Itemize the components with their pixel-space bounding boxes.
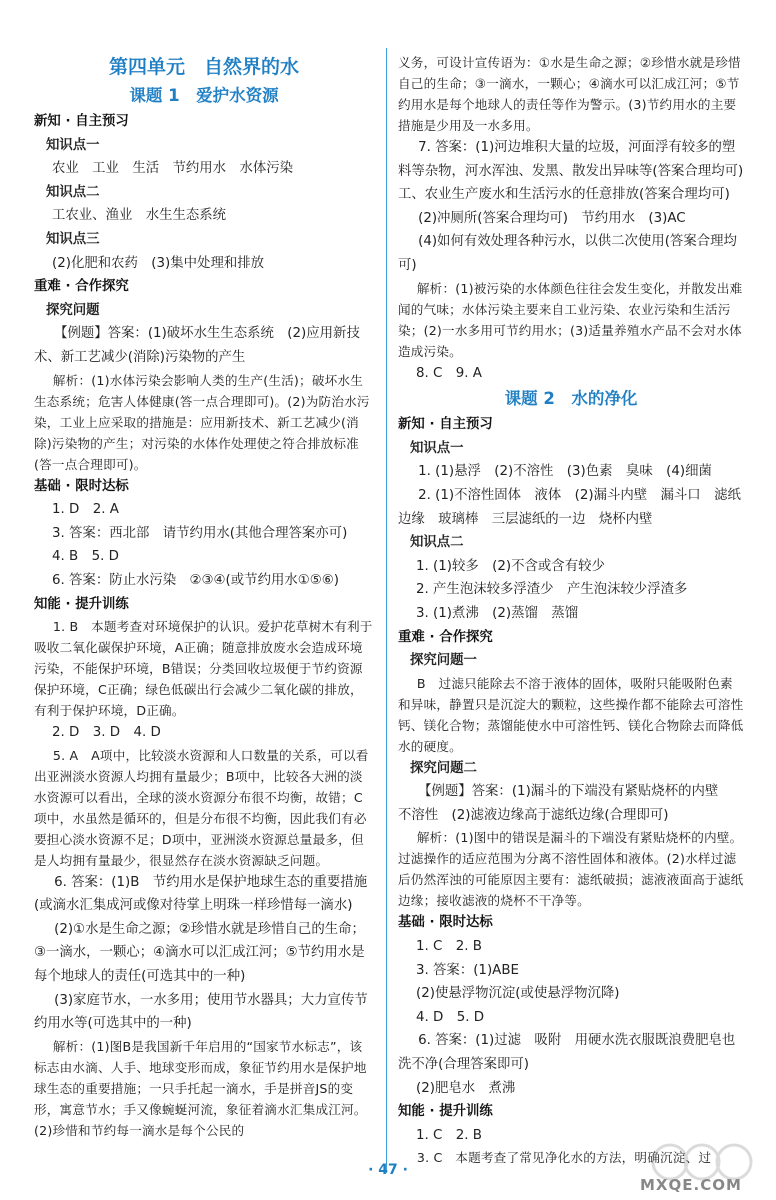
right-line: 4. D 5. D <box>416 1009 485 1025</box>
column-divider <box>386 48 387 1173</box>
right-line: 3. 答案：(1)ABE <box>416 962 519 978</box>
left-line: 6. 答案：防止水污染 ②③④(或节约用水①⑤⑥) <box>52 572 339 588</box>
right-line: 2. (1)不溶性固体 液体 (2)漏斗内壁 漏斗口 滤纸边缘 玻璃棒 三层滤纸的一边 烧杯内壁 <box>398 487 741 527</box>
left-line: 知识点一 <box>46 137 100 153</box>
watermark-text: MXQE.COM <box>640 1176 742 1194</box>
left-line: 解析：(1)图B是我国新千年启用的“国家节水标志”，该标志由水滴、人手、地球变形而成，象征节约用水是保护地球生态的重要措施；一只手托起一滴水，手是拼音JS的变形，寓意节水；手又像蜿蜒河流，象征着滴水汇集成江河。(2)珍惜和节约每一滴水是每个公民的 <box>34 1038 367 1138</box>
right-line: 知识点一 <box>410 440 464 456</box>
left-line: 农业 工业 生活 节约用水 水体污染 <box>52 161 294 177</box>
right-line: 7. 答案：(1)河边堆积大量的垃圾，河面浮有较多的塑料等杂物，河水浑浊、发黑、散发出异味等(答案合理均可) 工、农业生产废水和生活污水的任意排放(答案合理均可) <box>398 140 757 203</box>
right-line: 8. C 9. A <box>416 365 482 381</box>
right-line: 解析：(1)被污染的水体颜色往往会发生变化，并散发出难闻的气味；水体污染主要来自工业污染、农业污染和生活污染；(2)一水多用可节约用水；(3)适量养殖水产品不会对水体造成污染。 <box>398 280 743 359</box>
right-column <box>398 52 757 1168</box>
left-line: 1. B 本题考查对环境保护的认识。爱护花草树木有利于吸收二氧化碳保护环境，A正确；随意排放废水会造成环境污染，不能保护环境，B错误；分类回收垃圾便于节约资源保护环境，C正确；绿色低碳出行会减少二氧化碳的排放，有利于保护环境，D正确。 <box>34 619 373 719</box>
right-line: 1. C 2. B <box>416 1127 482 1143</box>
right-line: 6. 答案：(1)过滤 吸附 用硬水洗衣服既浪费肥皂也洗不净(合理答案即可) <box>398 1033 736 1073</box>
right-line: 【例题】答案：(1)漏斗的下端没有紧贴烧杯的内壁 不溶性 (2)滤液边缘高于滤纸边缘(合理即可) <box>398 784 732 823</box>
right-line: 2. 产生泡沫较多浮渣少 产生泡沫较少浮渣多 <box>416 582 688 598</box>
left-line: 探究问题 <box>46 302 100 318</box>
left-line: 知识点三 <box>46 231 100 247</box>
right-line: (2)肥皂水 煮沸 <box>416 1080 516 1096</box>
right-line: 1. (1)较多 (2)不含或含有较少 <box>416 558 605 574</box>
right-line: 探究问题二 <box>410 760 477 776</box>
left-column <box>34 52 374 1141</box>
left-line: 6. 答案：(1)B 节约用水是保护地球生态的重要措施(或滴水汇集成河或像对待掌上明珠一样珍惜每一滴水) <box>34 874 368 914</box>
left-line: (2)化肥和农药 (3)集中处理和排放 <box>52 255 265 271</box>
left-line: 5. A A项中，比较淡水资源和人口数量的关系，可以看出亚洲淡水资源人均拥有量最少；B项中，比较各大洲的淡水资源可以看出，全球的淡水资源分布很不均衡，故错；C项中，水虽然是循环的，但是分布很不均衡，因此我们有必要担心淡水资源不足；D项中，亚洲淡水资源总量最多，但是人均拥有量最少，很显然存在淡水资源缺乏问题。 <box>34 747 369 868</box>
page-number: · 47 · <box>368 1162 408 1178</box>
left-line: 工农业、渔业 水生生态系统 <box>52 208 227 224</box>
right-line: 基础 · 限时达标 <box>398 915 493 931</box>
right-line: B 过滤只能除去不溶于液体的固体，吸附只能吸附色素和异味，静置只是沉淀大的颗粒，这些操作都不能除去可溶性钙、镁化合物；蒸馏能使水中可溶性钙、镁化合物除去而降低水的硬度。 <box>398 675 744 754</box>
left-line: 4. B 5. D <box>52 549 119 565</box>
left-line: 知识点二 <box>46 184 100 200</box>
left-line: 解析：(1)水体污染会影响人类的生产(生活)；破坏水生生态系统；危害人体健康(答一点合理即可)。(2)为防治水污染，工业上应采取的措施是：应用新技术、新工艺减少(消除)污染物的产生；对污染的水体作处理使之符合排放标准(答一点合理即可)。 <box>34 372 370 472</box>
left-line: 课题 1 爱护水资源 <box>129 86 279 105</box>
left-line: (3)家庭节水，一水多用；使用节水器具；大力宣传节约用水等(可选其中的一种) <box>34 992 368 1032</box>
right-line: 课题 2 水的净化 <box>504 389 638 409</box>
left-line: 基础 · 限时达标 <box>34 478 129 494</box>
left-line: (2)①水是生命之源；②珍惜水就是珍惜自己的生命；③一滴水，一颗心；④滴水可以汇成江河；⑤节约用水是每个地球人的责任(可选其中的一种) <box>34 921 365 985</box>
right-line: 义务，可设计宣传语为：①水是生命之源；②珍惜水就是珍惜自己的生命；③一滴水，一颗心；④滴水可以汇成江河；⑤节约用水是每个地球人的责任等作为警示。(3)节约用水的主要措施是少用及一水多用。 <box>398 55 741 133</box>
right-line: (2)使悬浮物沉淀(或使悬浮物沉降) <box>416 986 620 1002</box>
right-line: 重难 · 合作探究 <box>398 629 493 645</box>
right-line: 解析：(1)图中的错误是漏斗的下端没有紧贴烧杯的内壁。过滤操作的适应范围为分离不溶性固体和液体。(2)水样过滤后仍然浑浊的可能原因主要有：滤纸破损；滤液液面高于滤纸边缘；接收滤液的烧杯不干净等。 <box>398 830 744 909</box>
left-line: 知能 · 提升训练 <box>34 596 129 612</box>
left-line: 3. 答案：西北部 请节约用水(其他合理答案亦可) <box>52 525 348 541</box>
right-line: (2)冲厕所(答案合理均可) 节约用水 (3)AC <box>418 210 686 226</box>
left-line: 【例题】答案：(1)破坏水生生态系统 (2)应用新技术、新工艺减少(消除)污染物的产生 <box>34 326 360 365</box>
right-line: 1. (1)悬浮 (2)不溶性 (3)色素 臭味 (4)细菌 <box>418 464 712 480</box>
left-line: 1. D 2. A <box>52 502 119 518</box>
right-line: 3. C 本题考查了常见净化水的方法，明确沉淀、过 <box>416 1150 712 1166</box>
left-line: 2. D 3. D 4. D <box>52 725 161 741</box>
right-line: 3. (1)煮沸 (2)蒸馏 蒸馏 <box>416 605 579 621</box>
right-line: 知识点二 <box>410 535 464 551</box>
right-line: 1. C 2. B <box>416 939 482 955</box>
left-line: 第四单元 自然界的水 <box>108 56 299 78</box>
right-line: 知能 · 提升训练 <box>398 1104 493 1120</box>
right-line: 探究问题一 <box>410 653 477 669</box>
left-line: 重难 · 合作探究 <box>34 279 129 295</box>
right-line: 新知 · 自主预习 <box>398 417 493 433</box>
right-line: (4)如何有效处理各种污水，以供二次使用(答案合理均可) <box>398 234 737 273</box>
left-line: 新知 · 自主预习 <box>34 114 129 129</box>
